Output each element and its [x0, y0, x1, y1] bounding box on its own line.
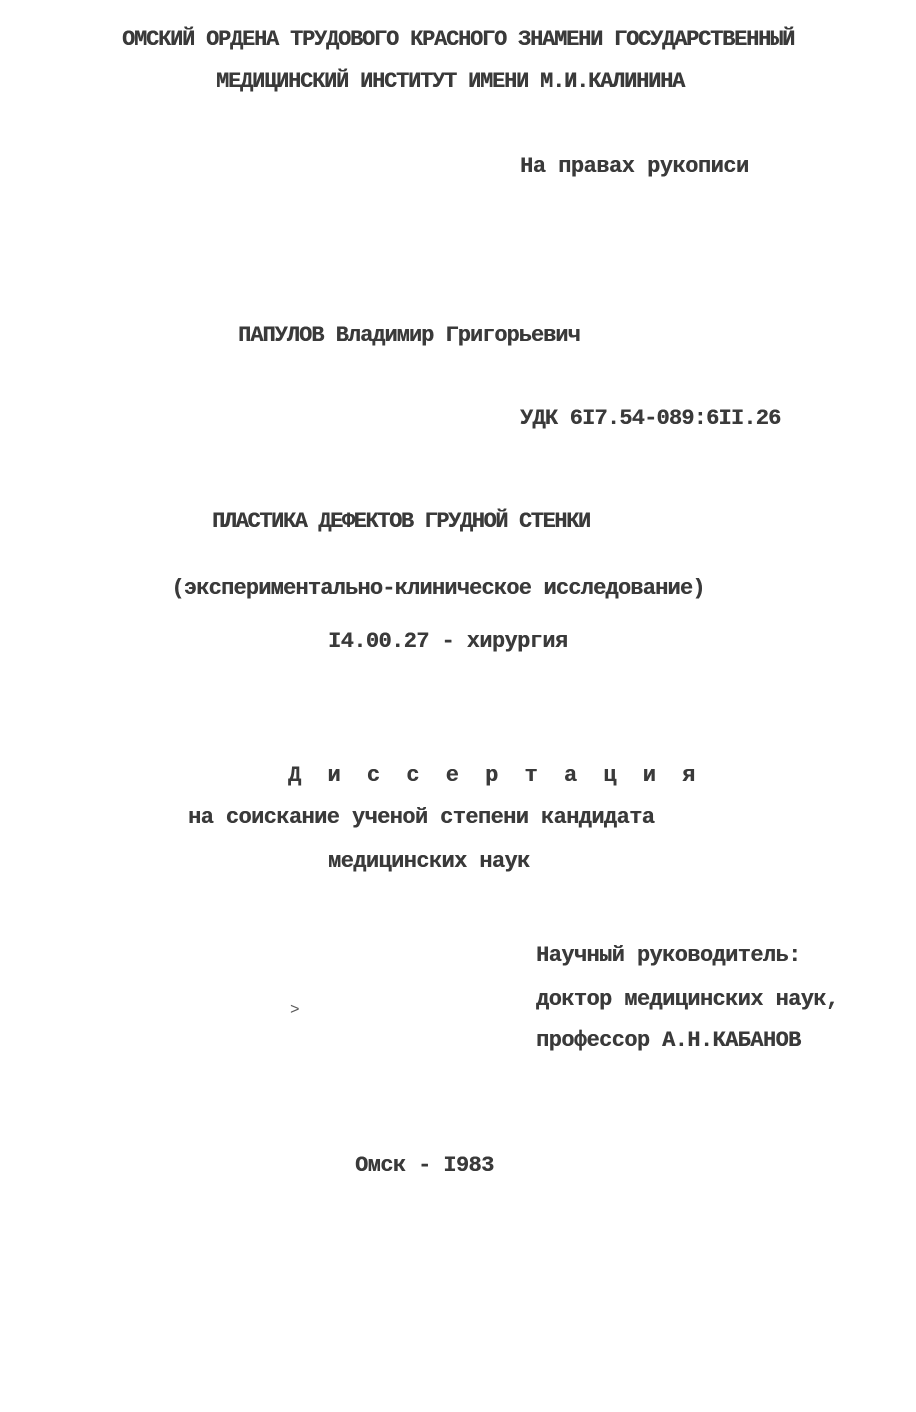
- stray-mark: >: [290, 1001, 300, 1019]
- advisor-label: Научный руководитель:: [536, 943, 801, 968]
- manuscript-note: На правах рукописи: [520, 154, 749, 179]
- dissertation-subtitle: (экспериментально-клиническое исследование): [171, 576, 705, 601]
- degree-line-1: на соискание ученой степени кандидата: [188, 805, 655, 830]
- dissertation-heading: Д и с с е р т а ц и я: [288, 763, 702, 788]
- author-name: ПАПУЛОВ Владимир Григорьевич: [238, 323, 580, 348]
- specialty-code: I4.00.27 - хирургия: [328, 629, 568, 654]
- udk-code: УДК 6I7.54-089:6II.26: [520, 406, 781, 431]
- institute-name-line-2: МЕДИЦИНСКИЙ ИНСТИТУТ ИМЕНИ М.И.КАЛИНИНА: [215, 69, 685, 94]
- institute-name-line-1: ОМСКИЙ ОРДЕНА ТРУДОВОГО КРАСНОГО ЗНАМЕНИ ГОСУДАРСТВЕННЫЙ: [121, 27, 795, 52]
- advisor-degree: доктор медицинских наук,: [536, 987, 839, 1012]
- degree-line-2: медицинских наук: [328, 849, 530, 874]
- dissertation-title: ПЛАСТИКА ДЕФЕКТОВ ГРУДНОЙ СТЕНКИ: [212, 509, 590, 534]
- city-year: Омск - I983: [355, 1153, 494, 1178]
- advisor-name: профессор А.Н.КАБАНОВ: [536, 1028, 801, 1053]
